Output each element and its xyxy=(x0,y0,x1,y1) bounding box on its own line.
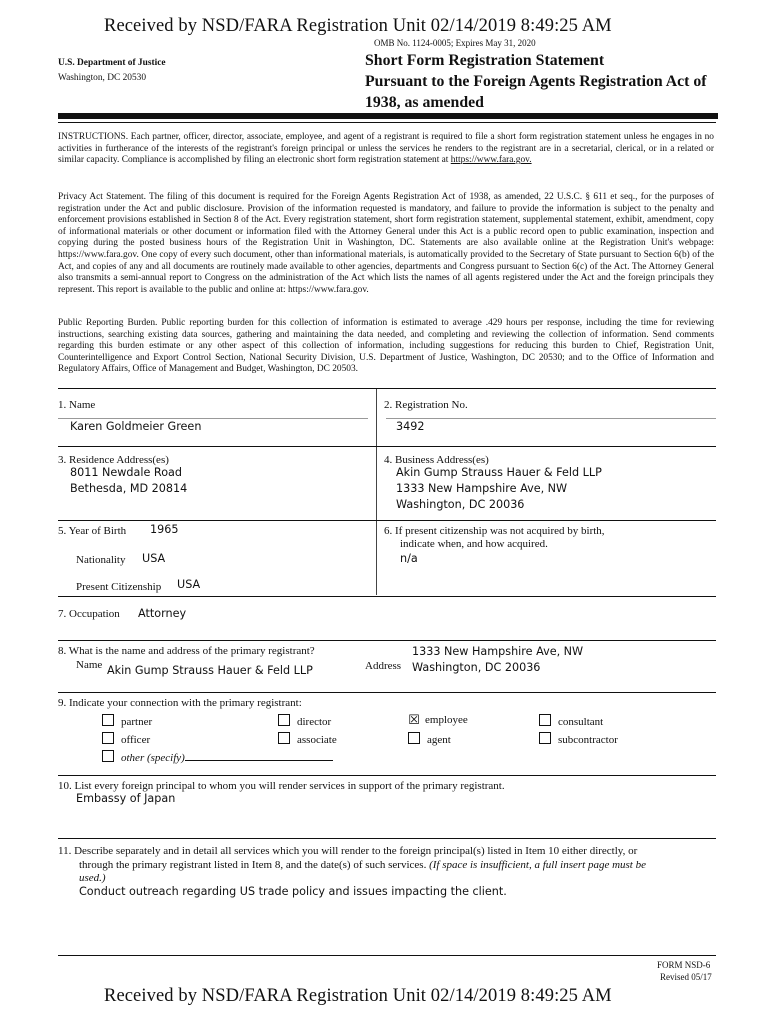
q11-services-value[interactable]: Conduct outreach regarding US trade policy and issues impacting the client. xyxy=(79,885,507,898)
form-center-divider xyxy=(376,389,377,595)
citizenship-label: Present Citizenship xyxy=(76,581,162,593)
option-officer[interactable] xyxy=(102,732,150,746)
q11-label-line2-text: through the primary registrant listed in Item 8, and the date(s) of such services. xyxy=(79,859,430,871)
row4-rule xyxy=(58,640,716,641)
form-bottom-rule xyxy=(58,955,716,956)
q8-address-line2[interactable]: Washington, DC 20036 xyxy=(412,661,541,674)
header-bar xyxy=(58,113,718,119)
agency-name: U.S. Department of Justice xyxy=(58,58,166,68)
q6-value[interactable]: n/a xyxy=(400,552,418,565)
q8-label: 8. What is the name and address of the primary registrant? xyxy=(58,645,315,657)
q3-address-line2[interactable]: Bethesda, MD 20814 xyxy=(70,482,188,495)
option-director[interactable] xyxy=(278,714,331,728)
director-label: director xyxy=(297,716,332,728)
q3-label: 3. Residence Address(es) xyxy=(58,454,169,466)
q4-address-line3[interactable]: Washington, DC 20036 xyxy=(396,498,525,511)
partner-checkbox[interactable] xyxy=(102,714,114,726)
nationality-value[interactable]: USA xyxy=(142,552,166,565)
header-thin-rule xyxy=(58,122,716,123)
q4-address-line2[interactable]: 1333 New Hampshire Ave, NW xyxy=(396,482,568,495)
q2-label: 2. Registration No. xyxy=(384,399,468,411)
instructions-text: INSTRUCTIONS. Each partner, officer, director, associate, employee, and agent of a registrant is required to file a short form registration statement unless he engages in no activities in furtherance of the interests of the registrant's foreign principal or unless the services he renders to the registrant are in a secretarial, clerical, or in a related or similar capacity. Compliance is accomplished by filing an electronic short form registration statement at xyxy=(58,132,714,166)
other-checkbox[interactable] xyxy=(102,750,114,762)
q11-label-line2-italic: (If space is insufficient, a full insert page must be xyxy=(429,859,646,871)
form-title-line1: Short Form Registration Statement xyxy=(365,52,605,69)
form-number: FORM NSD-6 xyxy=(657,960,711,970)
privacy-act-statement: Privacy Act Statement. The filing of this document is required for the Foreign Agents Registration Act of 1938, as amended, 22 U.S.C. § 611 et seq., for the purposes of registration under the Act and public disclosure. Provision of the information requested is mandatory, and failure to provide the information is subject to the penalty and enforcement provisions established in Section 8 of the Act. Every registration statement, short form registration statement, supplemental statement, exhibit, amendment, copy of informational materials or other document or information filed with the Attorney General under this Act is a public record open to public examination, inspection and copying during the posted business hours of the Registration Unit in Washington, DC. Statements are also available online at the Registration Unit's webpage: https://www.fara.gov. One copy of every such document, other than informational materials, is automatically provided to the Secretary of State pursuant to Section 6(b) of the Act, and copies of any and all documents are routinely made available to other agencies, departments and Congress pursuant to Section 6(c) of the Act. The Attorney General also transmits a semi-annual report to Congress on the administration of the Act which lists the names of all agents registered under the Act and the foreign principals they represent. This report is available to the public and online at: https://www.fara.gov. xyxy=(58,192,714,295)
option-subcontractor[interactable] xyxy=(539,732,618,746)
q4-address-line1[interactable]: Akin Gump Strauss Hauer & Feld LLP xyxy=(396,466,602,479)
q2-underline xyxy=(386,418,716,419)
q9-label: 9. Indicate your connection with the primary registrant: xyxy=(58,697,302,709)
associate-checkbox[interactable] xyxy=(278,732,290,744)
q7-label: 7. Occupation xyxy=(58,608,120,620)
row6-rule xyxy=(58,775,716,776)
officer-checkbox[interactable] xyxy=(102,732,114,744)
fara-link[interactable]: https://www.fara.gov. xyxy=(450,155,532,166)
row1-rule xyxy=(58,446,716,447)
q8-address-line1[interactable]: 1333 New Hampshire Ave, NW xyxy=(412,645,584,658)
q5-label: 5. Year of Birth xyxy=(58,525,127,537)
form-revised: Revised 05/17 xyxy=(660,972,712,982)
subcontractor-label: subcontractor xyxy=(558,734,618,746)
q11-label-line1: 11. Describe separately and in detail all services which you will render to the foreign principal(s) listed in Item 10 either directly, or xyxy=(58,845,638,857)
form-title xyxy=(365,50,707,113)
instructions-paragraph xyxy=(58,132,714,167)
form-top-rule xyxy=(58,388,716,389)
consultant-label: consultant xyxy=(558,716,604,728)
option-agent[interactable] xyxy=(408,732,451,746)
q3-address-line1[interactable]: 8011 Newdale Road xyxy=(70,466,183,479)
q10-principal-value[interactable]: Embassy of Japan xyxy=(76,792,176,805)
option-partner[interactable] xyxy=(102,714,152,728)
agency-location: Washington, DC 20530 xyxy=(58,73,147,83)
q4-label: 4. Business Address(es) xyxy=(384,454,489,466)
received-stamp-top: Received by NSD/FARA Registration Unit 02/14/2019 8:49:25 AM xyxy=(104,16,612,36)
reporting-burden-statement: Public Reporting Burden. Public reporting burden for this collection of information is estimated to average .429 hours per response, including the time for reviewing instructions, searching existing data sources, gathering and maintaining the data needed, and completing and reviewing the collection of information. Send comments regarding this burden estimate or any other aspect of this collection of information, including suggestions for reducing this burden to Chief, Registration Unit, Counterintelligence and Export Control Section, National Security Division, U.S. Department of Justice, Washington, DC 20530; and to the Office of Information and Regulatory Affairs, Office of Management and Budget, Washington, DC 20503. xyxy=(58,318,714,375)
option-consultant[interactable] xyxy=(539,714,603,728)
q1-label: 1. Name xyxy=(58,399,96,411)
received-stamp-bottom: Received by NSD/FARA Registration Unit 02/14/2019 8:49:25 AM xyxy=(104,986,612,1006)
other-label: other (specify) xyxy=(121,752,185,764)
q8-name-label: Name xyxy=(76,659,103,671)
row2-rule xyxy=(58,520,716,521)
form-title-line3: 1938, as amended xyxy=(365,94,484,111)
q8-name-value[interactable]: Akin Gump Strauss Hauer & Feld LLP xyxy=(107,664,313,677)
citizenship-value[interactable]: USA xyxy=(177,578,201,591)
q2-registration-value[interactable]: 3492 xyxy=(396,420,425,433)
subcontractor-checkbox[interactable] xyxy=(539,732,551,744)
q11-label-line3: used.) xyxy=(79,872,106,884)
q1-underline xyxy=(58,418,368,419)
q7-occupation-value[interactable]: Attorney xyxy=(138,607,187,620)
employee-checkbox-checked[interactable]: ☒ xyxy=(408,713,420,728)
q10-label: 10. List every foreign principal to whom you will render services in support of the primary registrant. xyxy=(58,780,505,792)
consultant-checkbox[interactable] xyxy=(539,714,551,726)
row7-rule xyxy=(58,838,716,839)
q6-label-line2: indicate when, and how acquired. xyxy=(400,538,548,550)
q1-name-value[interactable]: Karen Goldmeier Green xyxy=(70,420,202,433)
partner-label: partner xyxy=(121,716,153,728)
other-specify-blank[interactable] xyxy=(185,750,333,761)
option-associate[interactable] xyxy=(278,732,337,746)
agent-checkbox[interactable] xyxy=(408,732,420,744)
agent-label: agent xyxy=(427,734,451,746)
officer-label: officer xyxy=(121,734,151,746)
q5-year-value[interactable]: 1965 xyxy=(150,523,179,536)
omb-number: OMB No. 1124-0005; Expires May 31, 2020 xyxy=(374,38,536,48)
associate-label: associate xyxy=(297,734,337,746)
option-employee[interactable] xyxy=(408,714,468,726)
option-other[interactable] xyxy=(102,750,333,764)
q6-label-line1: 6. If present citizenship was not acquired by birth, xyxy=(384,525,605,537)
q11-label-line2 xyxy=(79,859,646,871)
row3-rule xyxy=(58,596,716,597)
nationality-label: Nationality xyxy=(76,554,126,566)
q8-address-label: Address xyxy=(365,660,402,672)
employee-label: employee xyxy=(425,714,468,726)
form-title-line2: Pursuant to the Foreign Agents Registration Act of xyxy=(365,73,707,90)
director-checkbox[interactable] xyxy=(278,714,290,726)
row5-rule xyxy=(58,692,716,693)
